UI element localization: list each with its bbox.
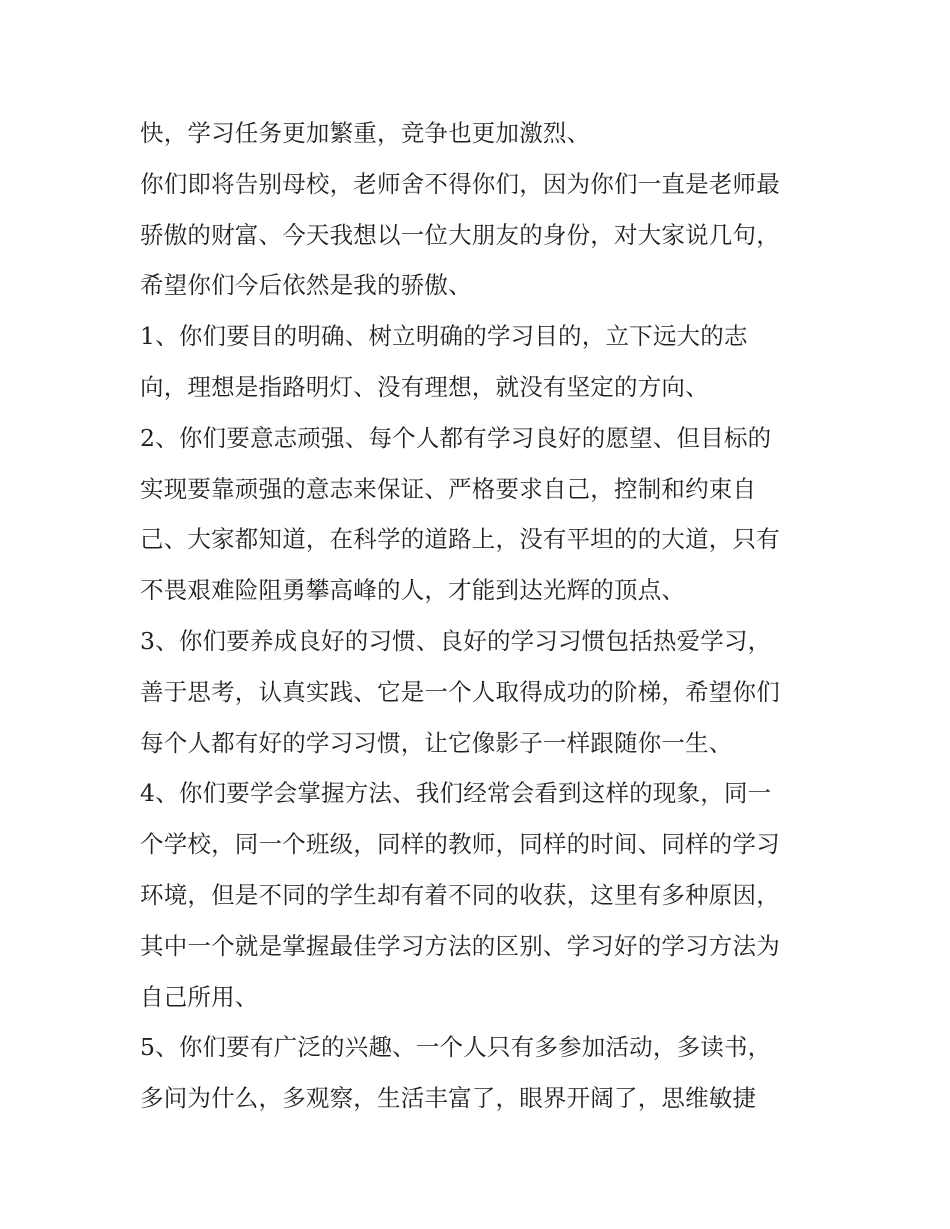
text-line: 每个人都有好的学习习惯，让它像影子一样跟随你一生、: [140, 728, 733, 757]
text-line: 自己所用、: [140, 982, 259, 1011]
text-line: 个学校，同一个班级，同样的教师，同样的时间、同样的学习: [140, 830, 780, 859]
text-line: 希望你们今后依然是我的骄傲、: [140, 271, 472, 300]
text-line: 不畏艰难险阻勇攀高峰的人，才能到达光辉的顶点、: [140, 576, 686, 605]
text-line: 1、你们要目的明确、树立明确的学习目的，立下远大的志: [140, 322, 748, 351]
text-line: 实现要靠顽强的意志来保证、严格要求自己，控制和约束自: [140, 474, 757, 503]
text-line: 己、大家都知道，在科学的道路上，没有平坦的的大道，只有: [140, 525, 780, 554]
text-line: 快，学习任务更加繁重，竞争也更加激烈、: [140, 119, 591, 147]
text-line: 其中一个就是掌握最佳学习方法的区别、学习好的学习方法为: [140, 931, 780, 960]
text-line: 4、你们要学会掌握方法、我们经常会看到这样的现象，同一: [140, 779, 772, 808]
text-line: 骄傲的财富、今天我想以一位大朋友的身份，对大家说几句，: [140, 220, 780, 249]
text-line: 环境，但是不同的学生却有着不同的收获，这里有多种原因，: [140, 880, 780, 909]
text-line: 2、你们要意志顽强、每个人都有学习良好的愿望、但目标的: [140, 423, 772, 452]
text-line: 善于思考，认真实践、它是一个人取得成功的阶梯，希望你们: [140, 677, 780, 706]
text-line: 多问为什么，多观察，生活丰富了，眼界开阔了，思维敏捷: [140, 1084, 757, 1113]
body-text: [140, 108, 830, 1124]
text-line: 3、你们要养成良好的习惯、良好的学习习惯包括热爱学习，: [140, 626, 772, 655]
text-line: 向，理想是指路明灯、没有理想，就没有坚定的方向、: [140, 372, 709, 401]
text-line: 5、你们要有广泛的兴趣、一个人只有多参加活动，多读书，: [140, 1033, 772, 1062]
text-line: 你们即将告别母校，老师舍不得你们，因为你们一直是老师最: [140, 169, 780, 198]
